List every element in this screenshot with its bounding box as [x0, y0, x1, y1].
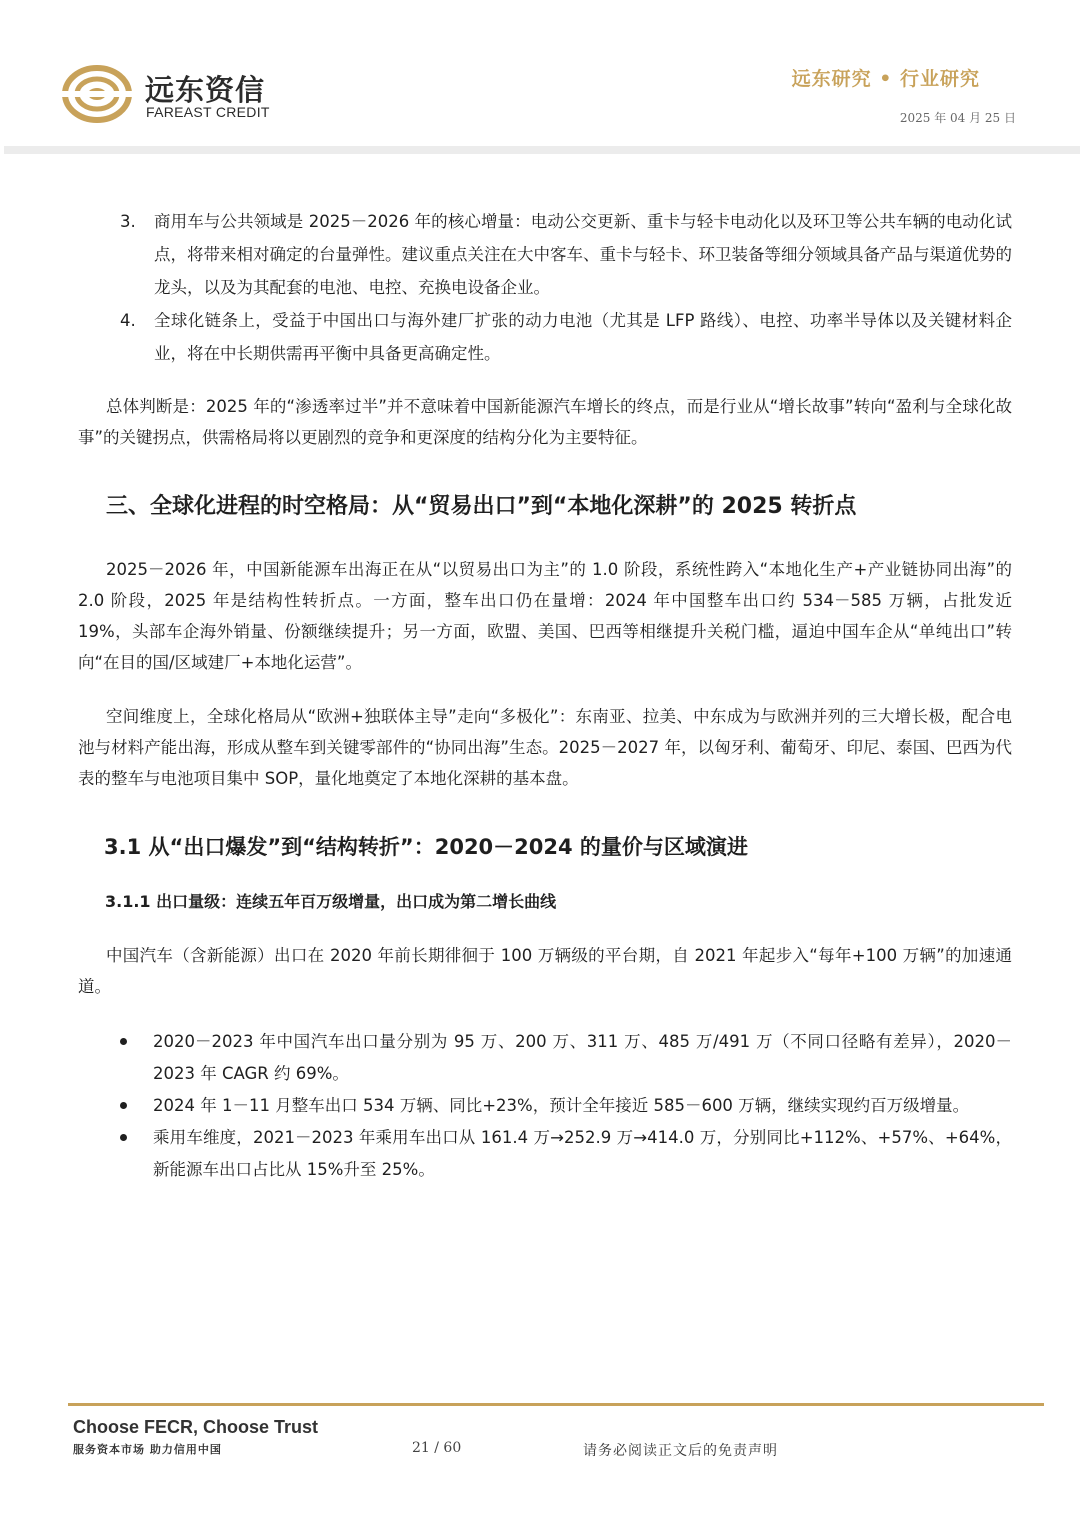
section-3-1-1-paragraph: 中国汽车（含新能源）出口在 2020 年前长期徘徊于 100 万辆级的平台期，自 2021 年起步入“每年+100 万辆”的加速通道。 — [78, 946, 1012, 996]
list-item-text: 全球化链条上，受益于中国出口与海外建厂扩张的动力电池（尤其是 LFP 路线）、电控、功率半导体以及关键材料企业，将在中长期供需再平衡中具备更高确定性。 — [154, 311, 1012, 363]
list-item-number: 4. — [120, 311, 136, 330]
page-content — [78, 205, 1012, 1186]
list-item — [78, 205, 1012, 304]
page-header — [0, 0, 1080, 150]
bullet-dot-icon — [120, 1102, 127, 1109]
footer-tagline: 服务资本市场 助力信用中国 — [73, 1443, 222, 1456]
bullet-item — [78, 1122, 1012, 1186]
list-item-number: 3. — [120, 212, 136, 231]
fareast-logo-icon — [62, 64, 132, 124]
footer-disclaimer: 请务必阅读正文后的免责声明 — [583, 1443, 778, 1459]
bullet-item — [78, 1090, 1012, 1122]
list-item-text: 商用车与公共领域是 2025－2026 年的核心增量：电动公交更新、重卡与轻卡电动化以及环卫等公共车辆的电动化试点，将带来相对确定的台量弹性。建议重点关注在大中客车、重卡与轻卡、环卫装备等细分领域具备产品与渠道优势的龙头，以及为其配套的电池、电控、充换电设备企业。 — [154, 212, 1012, 297]
bullet-text: 2020－2023 年中国汽车出口量分别为 95 万、200 万、311 万、485 万/491 万（不同口径略有差异），2020－2023 年 CAGR 约 69%。 — [153, 1032, 1012, 1083]
section-3-heading: 三、全球化进程的时空格局：从“贸易出口”到“本地化深耕”的 2025 转折点 — [106, 494, 857, 519]
footer-divider — [68, 1403, 1044, 1406]
list-item — [78, 304, 1012, 370]
bullet-text: 乘用车维度，2021－2023 年乘用车出口从 161.4 万→252.9 万→414.0 万，分别同比+112%、+57%、+64%，新能源车出口占比从 15%升至 25%。 — [153, 1128, 1012, 1179]
brand-name-cn: 远东资信 — [145, 73, 266, 107]
bullet-dot-icon — [120, 1038, 127, 1045]
footer-slogan: Choose FECR, Choose Trust — [73, 1417, 319, 1437]
bullet-text: 2024 年 1－11 月整车出口 534 万辆、同比+23%，预计全年接近 585－600 万辆，继续实现约百万级增量。 — [153, 1096, 970, 1115]
section-3-1-1-heading: 3.1.1 出口量级：连续五年百万级增量，出口成为第二增长曲线 — [105, 892, 557, 911]
recommendation-list — [78, 205, 1012, 370]
section-3-paragraph-2: 空间维度上，全球化格局从“欧洲+独联体主导”走向“多极化”：东南亚、拉美、中东成为与欧洲并列的三大增长极，配合电池与材料产能出海，形成从整车到关键零部件的“协同出海”生态。2025－2027 年，以匈牙利、葡萄牙、印尼、泰国、巴西为代表的整车与电池项目集中 SOP，量化地奠定了本地化深耕的基本盘。 — [78, 707, 1012, 788]
section-3-1-heading: 3.1 从“出口爆发”到“结构转折”：2020－2024 的量价与区域演进 — [104, 835, 748, 859]
brand-name-en: FAREAST CREDIT — [146, 104, 270, 120]
page-number: 21 / 60 — [412, 1440, 462, 1456]
report-series: 远东研究 • 行业研究 — [791, 68, 980, 90]
bullet-item — [78, 1026, 1012, 1090]
summary-paragraph: 总体判断是：2025 年的“渗透率过半”并不意味着中国新能源汽车增长的终点，而是行业从“增长故事”转向“盈利与全球化故事”的关键拐点，供需格局将以更剧烈的竞争和更深度的结构分化为主要特征。 — [78, 397, 1012, 447]
bullet-dot-icon — [120, 1134, 127, 1141]
report-date: 2025 年 04 月 25 日 — [899, 111, 1016, 125]
section-3-paragraph-1: 2025－2026 年，中国新能源车出海正在从“以贸易出口为主”的 1.0 阶段，系统性跨入“本地化生产+产业链协同出海”的 2.0 阶段，2025 年是结构性转折点。一方面，整车出口仍在量增：2024 年中国整车出口约 534－585 万辆，占批发近 19%，头部车企海外销量、份额继续提升；另一方面，欧盟、美国、巴西等相继提升关税门槛，逼迫中国车企从“单纯出口”转向“在目的国/区域建厂+本地化运营”。 — [78, 560, 1012, 672]
bullet-list — [78, 1026, 1012, 1186]
header-divider — [4, 146, 1080, 154]
